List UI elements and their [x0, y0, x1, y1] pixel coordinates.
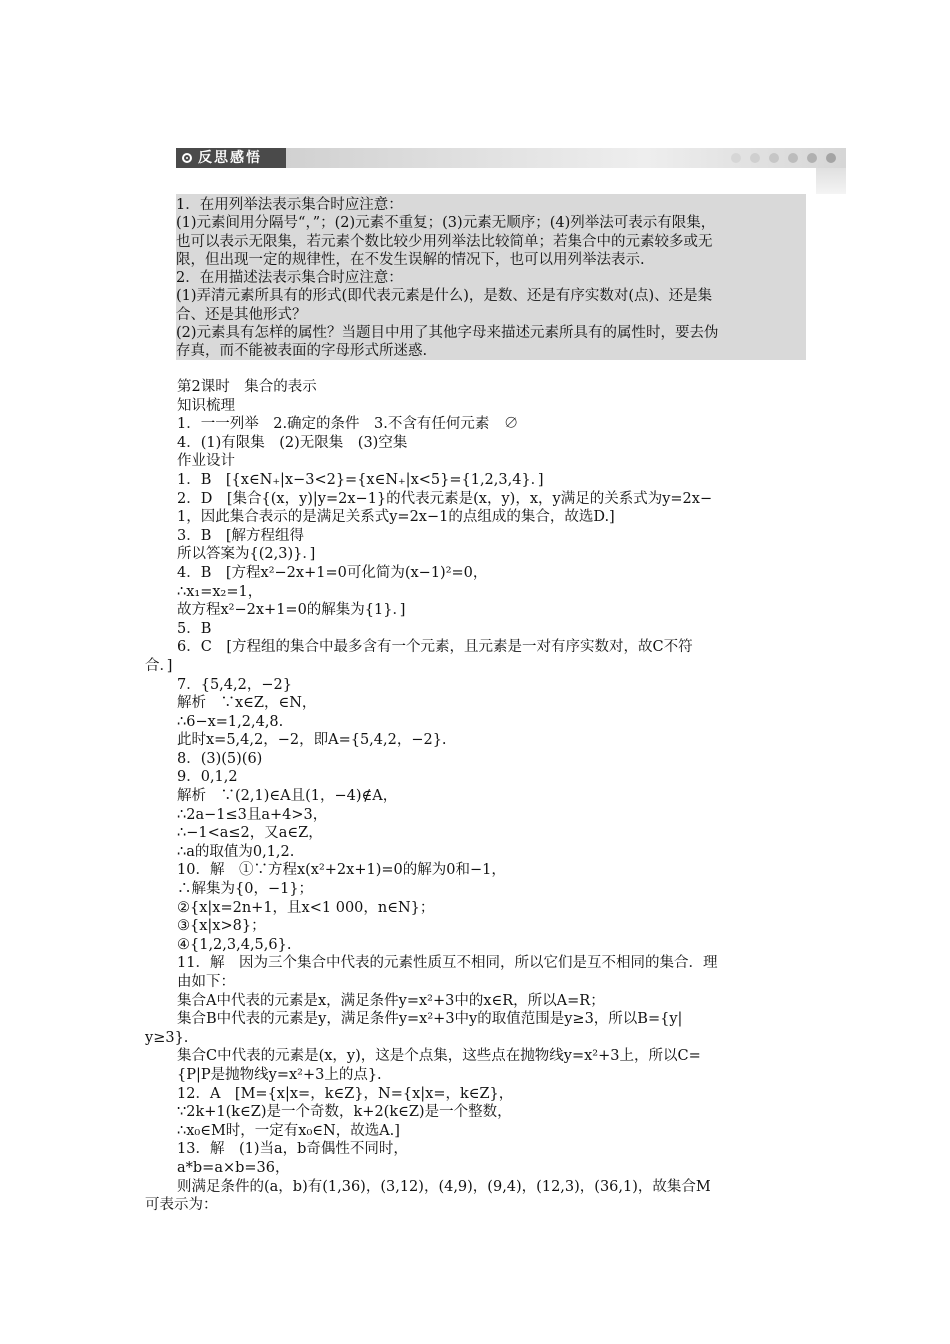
answer-line: 7．{5,4,2，−2} [177, 676, 292, 693]
answer-line: 集合B中代表的元素是y，满足条件y=x²+3中y的取值范围是y≥3，所以B={y| [177, 1011, 683, 1028]
answer-line: 6．C [方程组的集合中最多含有一个元素，且元素是一对有序实数对，故C不符 [177, 639, 693, 656]
answer-line: ∵2k+1(k∈Z)是一个奇数，k+2(k∈Z)是一个整数， [177, 1104, 512, 1121]
answer-line: ②{x|x=2n+1，且x<1 000，n∈N}； [177, 899, 435, 916]
answer-line: 则满足条件的(a，b)有(1,36)，(3,12)，(4,9)，(9,4)，(12,3)，(36,1)，故集合M [177, 1178, 711, 1195]
answer-line: 10．解 ①∵方程x(x²+2x+1)=0的解为0和−1， [177, 862, 506, 879]
banner-title: 反思感悟 [198, 150, 262, 166]
answer-line: ∴2a−1≤3且a+4>3， [177, 806, 328, 823]
banner-tab [176, 148, 286, 168]
reflection-line: (1)弄清元素所具有的形式(即代表元素是什么)，是数、还是有序实数对(点)、还是集 [176, 288, 713, 305]
answer-line: 可表示为： [145, 1197, 218, 1214]
answer-line: ④{1,2,3,4,5,6}. [177, 936, 292, 953]
answer-line: 集合A中代表的元素是x，满足条件y=x²+3中的x∈R，所以A=R； [177, 992, 605, 1009]
reflection-line: 存真，而不能被表面的字母形式所迷惑. [176, 343, 428, 360]
answer-line: {P|P是抛物线y=x²+3上的点}. [177, 1066, 382, 1083]
answer-line: 合．] [145, 657, 173, 674]
answer-line: 集合C中代表的元素是(x，y)，这是个点集，这些点在抛物线y=x²+3上，所以C= [177, 1048, 701, 1065]
answer-line: 解析 ∵x∈Z，∈N， [177, 695, 317, 712]
decorative-dots [731, 153, 836, 163]
answer-line: 3．B [解方程组得 [177, 527, 305, 544]
dot-icon [807, 153, 817, 163]
answer-line: 知识梳理 [177, 397, 235, 414]
answer-line: 由如下： [177, 974, 235, 990]
dot-icon [769, 153, 779, 163]
answer-line: ∴a的取值为0,1,2. [177, 843, 295, 860]
answer-line: 1．B [{x∈N₊|x−3<2}={x∈N₊|x<5}={1,2,3,4}．] [177, 471, 544, 488]
answer-line: 1．一一列举 2.确定的条件 3.不含有任何元素 ∅ [177, 416, 519, 433]
answer-line: 此时x=5,4,2，−2，即A={5,4,2，−2}. [177, 732, 447, 749]
answer-line: 12．A [M={x|x=，k∈Z}，N={x|x=，k∈Z}， [177, 1085, 514, 1102]
answer-line: ∴x₁=x₂=1， [177, 583, 263, 600]
dot-icon [731, 153, 741, 163]
reflection-line: (2)元素具有怎样的属性？当题目中用了其他字母来描述元素所具有的属性时，要去伪 [176, 325, 719, 342]
answer-line: a*b=a×b=36， [177, 1159, 290, 1176]
reflection-line: 2．在用描述法表示集合时应注意： [176, 270, 403, 287]
dot-icon [788, 153, 798, 163]
answer-line: ∴−1<a≤2，又a∈Z， [177, 825, 323, 842]
answer-line: 4．(1)有限集 (2)无限集 (3)空集 [177, 434, 408, 451]
answer-line: 4．B [方程x²−2x+1=0可化简为(x−1)²=0， [177, 564, 488, 581]
answer-line: 所以答案为{(2,3)}．] [177, 546, 316, 563]
answer-line: 第2课时 集合的表示 [177, 379, 317, 395]
answer-line: 作业设计 [177, 453, 235, 470]
reflection-line: 1．在用列举法表示集合时应注意： [176, 197, 403, 213]
answer-line: 8．(3)(5)(6) [177, 750, 263, 767]
answer-line: 故方程x²−2x+1=0的解集为{1}．] [177, 602, 406, 619]
answer-line: 11．解 因为三个集合中代表的元素性质互不相同，所以它们是互不相同的集合．理 [177, 955, 718, 972]
banner-end-block [816, 168, 846, 194]
reflection-line: 限，但出现一定的规律性，在不发生误解的情况下，也可以用列举法表示. [176, 251, 645, 268]
reflection-box [176, 194, 806, 360]
answer-line: 1，因此集合表示的是满足关系式y=2x−1的点组成的集合，故选D.] [177, 509, 615, 526]
reflection-line: (1)元素间用分隔号“，”；(2)元素不重复；(3)元素无顺序；(4)列举法可表示有限集， [176, 215, 716, 232]
answer-line: ③{x|x>8}； [177, 918, 266, 935]
answer-section [145, 378, 815, 1215]
circle-bullet-icon [182, 153, 192, 163]
answer-line: 13．解 (1)当a，b奇偶性不同时， [177, 1141, 408, 1158]
section-banner [176, 148, 846, 194]
answer-line: ∴x₀∈M时，一定有x₀∈N，故选A.] [177, 1122, 400, 1139]
reflection-line: 也可以表示无限集，若元素个数比较少用列举法比较简单；若集合中的元素较多或无 [176, 233, 713, 250]
answer-line: 5．B [177, 620, 212, 637]
answer-line: ∴解集为{0，−1}； [177, 881, 314, 898]
dot-icon [750, 153, 760, 163]
answer-line: ∴6−x=1,2,4,8. [177, 713, 284, 730]
reflection-line: 合、还是其他形式？ [176, 306, 307, 323]
answer-line: 2．D [集合{(x，y)|y=2x−1}的代表元素是(x，y)，x，y满足的关系式为y=2x− [177, 490, 713, 507]
dot-icon [826, 153, 836, 163]
answer-line: 9．0,1,2 [177, 769, 238, 786]
answer-line: 解析 ∵(2,1)∈A且(1，−4)∉A， [177, 788, 398, 805]
answer-line: y≥3}. [145, 1029, 189, 1046]
